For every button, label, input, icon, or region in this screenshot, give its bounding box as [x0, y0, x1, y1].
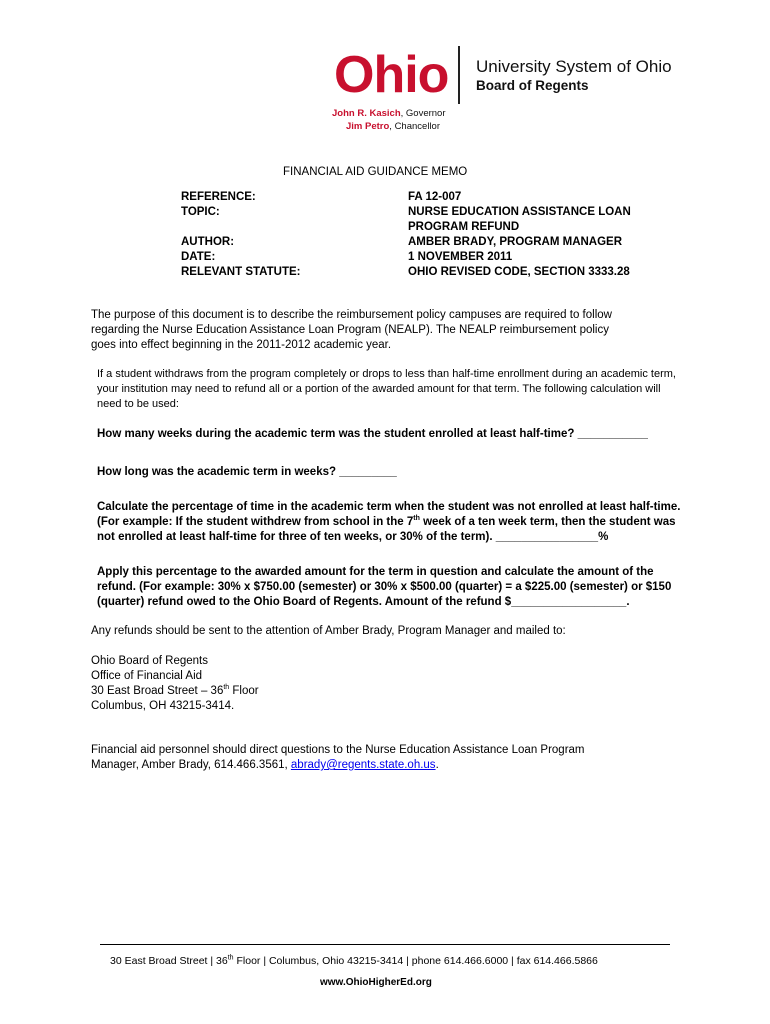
reference-label: REFERENCE: — [181, 191, 256, 203]
intro-line-3: goes into effect beginning in the 2011-2012 academic year. — [91, 339, 392, 351]
governor-line — [332, 108, 446, 119]
date-value: 1 NOVEMBER 2011 — [408, 251, 513, 263]
withdraw-line-1: If a student withdraws from the program completely or drops to less than half-time enrollment during an academic term, — [97, 368, 676, 380]
percentage-line-2a: (For example: If the student withdrew from school in the 7 — [97, 516, 414, 528]
footer-contact-line — [110, 955, 598, 967]
reference-value: FA 12-007 — [408, 191, 462, 203]
refund-line-2: refund. (For example: 30% x $750.00 (semester) or 30% x $500.00 (quarter) = a $225.00 (semester) or $150 — [97, 581, 672, 593]
footer-line-a: 30 East Broad Street | 36 — [110, 955, 228, 967]
address-street: 30 East Broad Street – 36 — [91, 685, 224, 697]
question-term-length: How long was the academic term in weeks? _________ — [97, 466, 397, 478]
governor-title: , Governor — [400, 108, 446, 119]
withdraw-line-2: your institution may need to refund all or a portion of the awarded amount for that term. The following calculation will — [97, 383, 661, 395]
intro-line-2: regarding the Nurse Education Assistance Loan Program (NEALP). The NEALP reimbursement policy — [91, 324, 609, 336]
date-label: DATE: — [181, 251, 216, 263]
percentage-line-1: Calculate the percentage of time in the academic term when the student was not enrolled at least half-time. — [97, 501, 681, 513]
address-floor: Floor — [229, 685, 259, 697]
chancellor-title: , Chancellor — [389, 121, 440, 132]
chancellor-name: Jim Petro — [346, 121, 390, 132]
contact-line-2 — [91, 758, 439, 774]
topic-value-line2: PROGRAM REFUND — [408, 221, 520, 233]
footer-line-b: Floor | Columbus, Ohio 43215-3414 | phone 614.466.6000 | fax 614.466.5866 — [233, 955, 598, 967]
statute-value: OHIO REVISED CODE, SECTION 3333.28 — [408, 266, 630, 278]
contact-line-2a: Manager, Amber Brady, 614.466.3561, — [91, 759, 291, 771]
org-subname: Board of Regents — [476, 78, 589, 93]
footer-ordinal: th — [227, 954, 234, 962]
logo-divider — [458, 46, 460, 104]
address-ordinal: th — [223, 684, 230, 692]
refund-line-3: (quarter) refund owed to the Ohio Board of Regents. Amount of the refund $__________________. — [97, 596, 630, 608]
author-label: AUTHOR: — [181, 236, 235, 248]
author-value: AMBER BRADY, PROGRAM MANAGER — [408, 236, 623, 248]
refund-line-1: Apply this percentage to the awarded amount for the term in question and calculate the amount of the — [97, 566, 654, 578]
footer-website: www.OhioHigherEd.org — [320, 977, 432, 988]
contact-email-link[interactable]: abrady@regents.state.oh.us — [290, 759, 436, 771]
percentage-line-3: not enrolled at least half-time for three of ten weeks, or 30% of the term). ________________% — [97, 531, 609, 543]
refunds-instruction: Any refunds should be sent to the attention of Amber Brady, Program Manager and mailed to: — [91, 625, 566, 637]
statute-label: RELEVANT STATUTE: — [181, 266, 301, 278]
withdraw-line-3: need to be used: — [97, 398, 179, 410]
topic-value-line1: NURSE EDUCATION ASSISTANCE LOAN — [408, 206, 631, 218]
address-line-4: Columbus, OH 43215-3414. — [91, 700, 235, 712]
topic-label: TOPIC: — [181, 206, 220, 218]
contact-line-2b: . — [435, 759, 439, 771]
footer-rule — [100, 944, 670, 945]
ohio-logo — [334, 48, 452, 100]
address-line-1: Ohio Board of Regents — [91, 655, 208, 667]
percentage-line-2 — [97, 515, 676, 531]
svg-text:Ohio: Ohio — [334, 48, 449, 100]
ordinal-suffix: th — [413, 515, 420, 523]
address-line-2: Office of Financial Aid — [91, 670, 203, 682]
org-name: University System of Ohio — [476, 57, 672, 76]
intro-line-1: The purpose of this document is to describe the reimbursement policy campuses are required to follow — [91, 309, 612, 321]
question-weeks-enrolled: How many weeks during the academic term was the student enrolled at least half-time? ___________ — [97, 428, 648, 440]
governor-name: John R. Kasich — [332, 108, 401, 119]
percentage-line-2b: week of a ten week term, then the student was — [419, 516, 676, 528]
ohio-logo-icon — [334, 48, 452, 100]
address-line-3 — [91, 684, 259, 700]
chancellor-line — [346, 121, 440, 132]
memo-title: FINANCIAL AID GUIDANCE MEMO — [283, 166, 468, 178]
contact-line-1: Financial aid personnel should direct questions to the Nurse Education Assistance Loan Program — [91, 744, 585, 756]
